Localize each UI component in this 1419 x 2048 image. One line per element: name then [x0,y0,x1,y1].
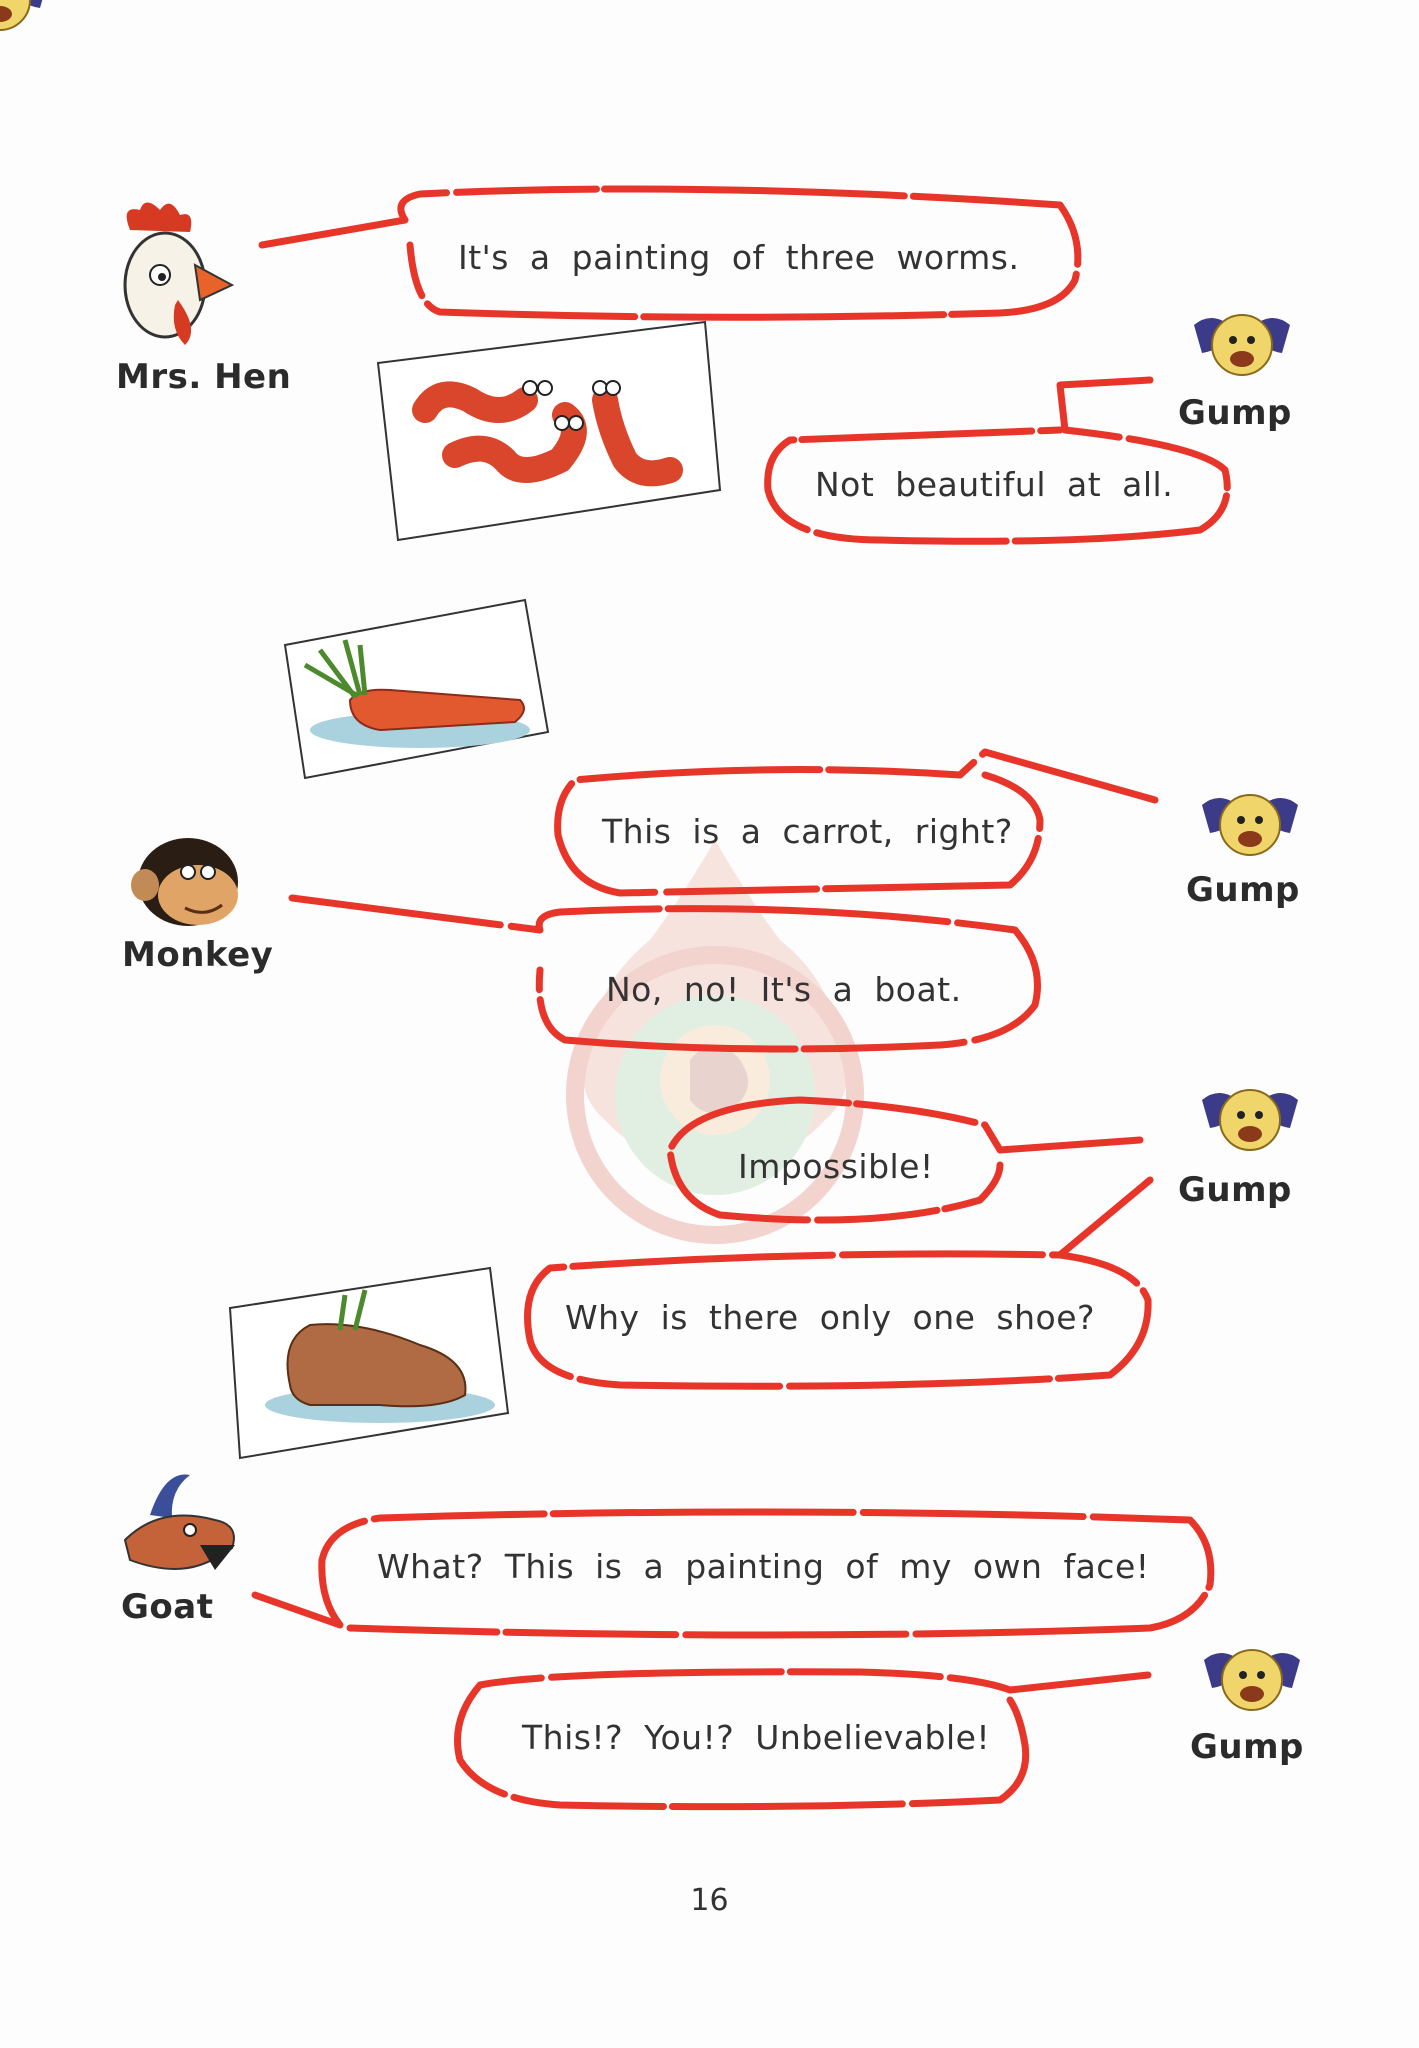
speaker-name-goat: Goat [121,1587,214,1627]
speaker-name-hen: Mrs. Hen [116,357,292,397]
gump-head-icon-3 [1202,1090,1298,1150]
dialogue-line-4: No, no! It's a boat. [606,970,962,1009]
gump-head-icon-1 [1194,315,1290,375]
dialogue-line-2: Not beautiful at all. [815,465,1174,504]
dialogue-line-1: It's a painting of three worms. [458,238,1020,277]
dialogue-line-5: Impossible! [738,1147,934,1186]
gump-head-icon-4 [1204,1650,1300,1710]
worms-painting [378,322,720,540]
speaker-name-gump-3: Gump [1178,1170,1292,1210]
bubble-gump-1 [768,380,1228,541]
speaker-name-gump-1: Gump [1178,393,1292,433]
dialogue-line-8: This!? You!? Unbelievable! [522,1718,991,1757]
dialogue-line-6: Why is there only one shoe? [565,1298,1096,1337]
monkey-head-icon [131,838,238,926]
speaker-name-gump-2: Gump [1186,870,1300,910]
shoe-painting [230,1268,508,1458]
gump-head-icon [0,0,48,30]
hen-head-icon [125,203,232,346]
dialogue-line-3: This is a carrot, right? [602,812,1013,851]
page-number: 16 [690,1883,729,1918]
bubble-shoe [528,1180,1151,1386]
speaker-name-monkey: Monkey [122,935,274,975]
carrot-painting [285,600,548,778]
speaker-name-gump-4: Gump [1190,1727,1304,1767]
gump-head-icon-2 [1202,795,1298,855]
dialogue-line-7: What? This is a painting of my own face! [377,1547,1150,1586]
goat-head-icon [125,1475,235,1571]
